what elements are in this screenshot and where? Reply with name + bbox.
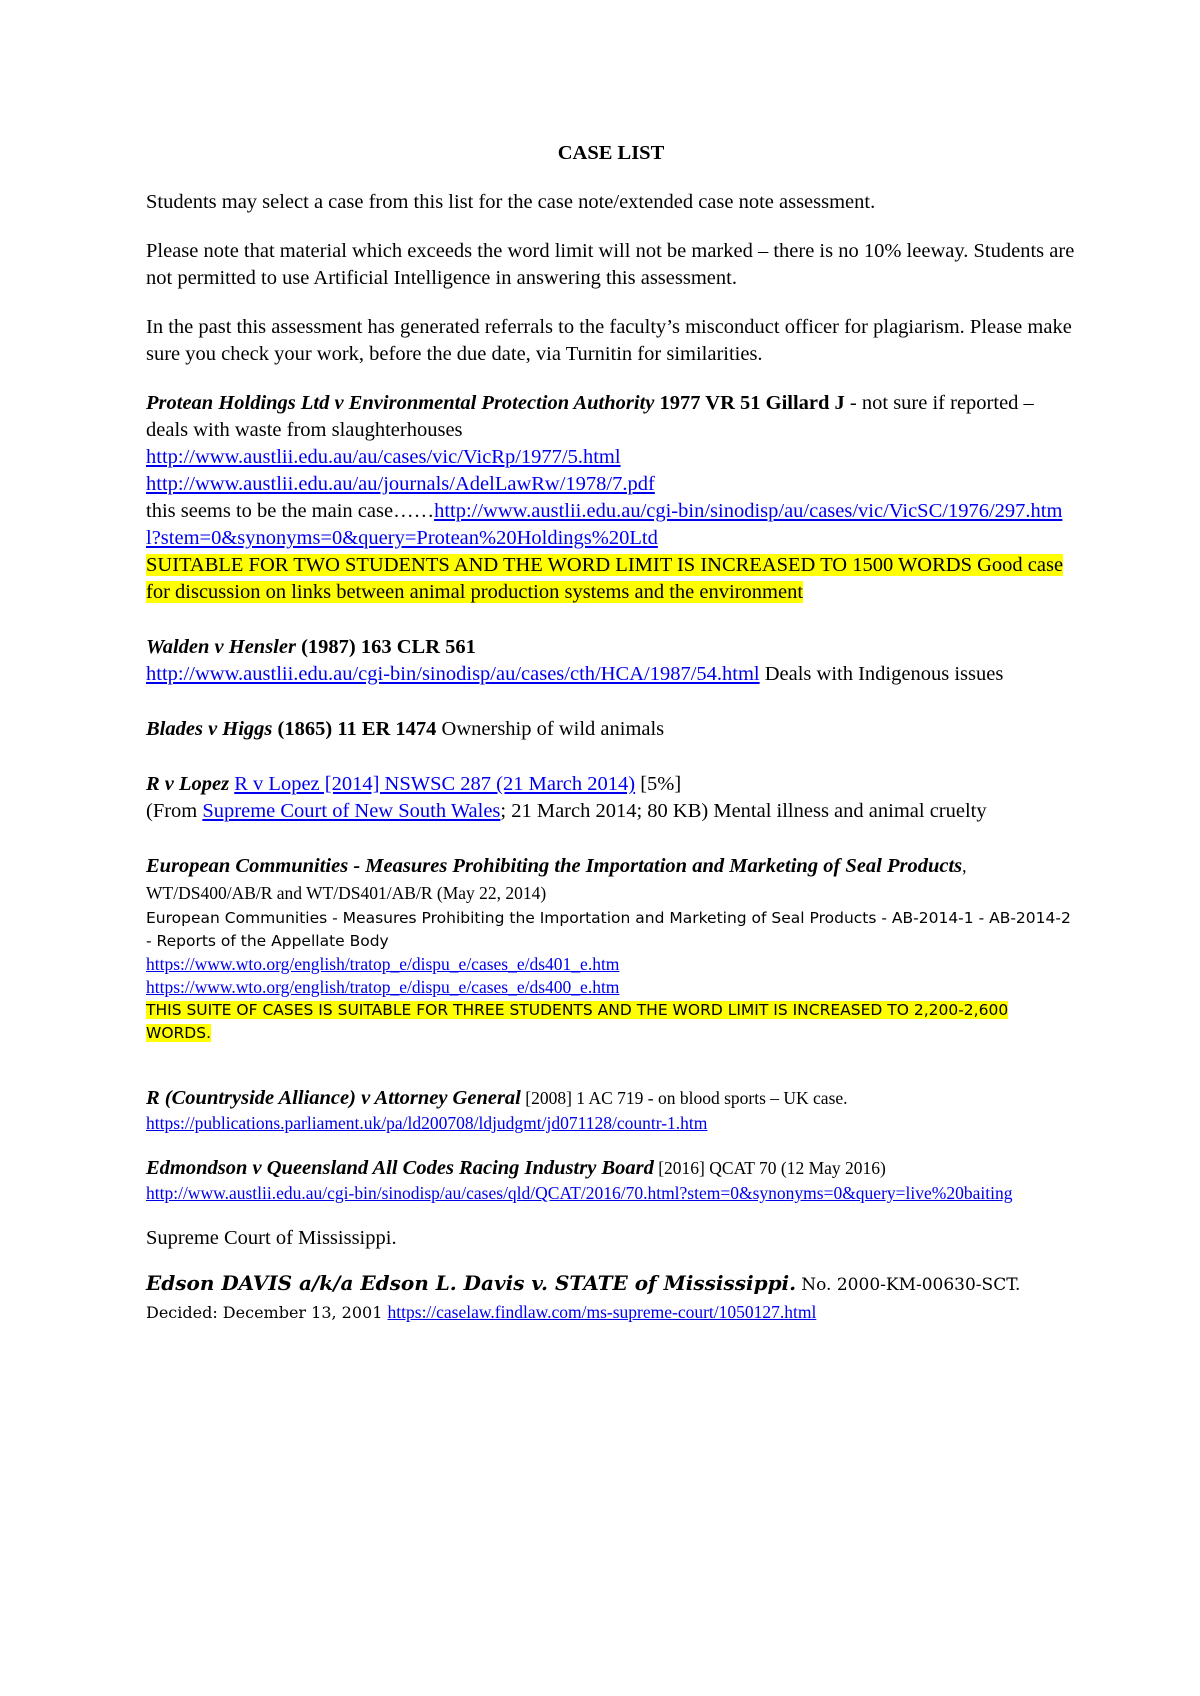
case-citation: [2008] 1 AC 719 - on blood sports – UK case. [520,1088,848,1108]
highlight-text: SUITABLE FOR TWO STUDENTS AND THE WORD LIMIT IS INCREASED TO 1500 WORDS Good case for discussion on links between animal production systems and the environment [146,554,1064,603]
case-heading [146,634,1076,661]
case-link[interactable]: https://www.wto.org/english/tratop_e/dispu_e/cases_e/ds400_e.htm [146,977,620,997]
highlight-text: THIS SUITE OF CASES IS SUITABLE FOR THREE STUDENTS AND THE WORD LIMIT IS INCREASED TO 2,200-2,600 WORDS. [146,1001,1009,1042]
case-name: R (Countryside Alliance) v Attorney General [146,1087,521,1109]
highlight-note [146,552,1076,606]
case-protean [146,390,1076,606]
case-number: No. 2000-KM-00630-SCT. [801,1275,1021,1295]
main-case-text: this seems to be the main case…… [146,500,435,522]
case-davis [146,1270,1076,1326]
case-name: Blades v Higgs [146,718,273,740]
document-content [146,140,1076,1354]
case-name: Edson DAVIS a/k/a Edson L. Davis v. STATE of Mississippi. [146,1271,797,1295]
plagiarism-paragraph: In the past this assessment has generated referrals to the faculty’s misconduct officer for plagiarism. Please make sure you check your work, before the due date, via Turnitin for similarities. [146,316,1072,365]
intro-paragraph: Students may select a case from this list for the case note/extended case note assessment. [146,191,876,213]
case-name: R v Lopez [146,773,230,795]
case-name: Walden v Hensler [146,636,296,658]
case-description: European Communities - Measures Prohibiting the Importation and Marketing of Seal Products - AB-2014-1 - AB-2014-2 - Reports of the Appellate Body [146,909,1071,950]
case-citation: [2016] QCAT 70 (12 May 2016) [653,1158,886,1178]
case-edmondson [146,1155,1076,1205]
case-name: Edmondson v Queensland All Codes Racing Industry Board [146,1157,654,1179]
case-countryside [146,1085,1076,1135]
case-heading [146,390,1076,444]
case-link[interactable]: https://caselaw.findlaw.com/ms-supreme-court/1050127.html [387,1302,817,1322]
case-name: Protean Holdings Ltd v Environmental Protection Authority [146,392,655,414]
case-walden [146,634,1076,688]
case-name: European Communities - Measures Prohibiting the Importation and Marketing of Seal Products [146,855,963,877]
main-case-line [146,498,1076,552]
case-link[interactable]: http://www.austlii.edu.au/au/cases/vic/VicRp/1977/5.html [146,446,621,468]
page-title: CASE LIST [557,142,665,164]
source-suffix: ; 21 March 2014; 80 KB) Mental illness and animal cruelty [500,800,987,822]
word-limit-paragraph: Please note that material which exceeds the word limit will not be marked – there is no 10% leeway. Students are not permitted to use Artificial Intelligence in answering this assessment. [146,240,1075,289]
case-note: Ownership of wild animals [436,718,665,740]
case-link[interactable]: https://publications.parliament.uk/pa/ld200708/ldjudgmt/jd071128/countr-1.htm [146,1113,708,1133]
case-citation: 1977 VR 51 Gillard J [659,392,845,414]
case-note: - not sure if reported – deals with waste from slaughterhouses [146,392,1034,441]
case-blades [146,716,1076,743]
case-link[interactable]: http://www.austlii.edu.au/cgi-bin/sinodisp/au/cases/cth/HCA/1987/54.html [146,663,760,685]
case-codes: , WT/DS400/AB/R and WT/DS401/AB/R (May 22, 2014) [146,856,967,903]
case-link[interactable]: http://www.austlii.edu.au/cgi-bin/sinodisp/au/cases/vic/VicSC/1976/297.html?stem=0&synonyms=0&query=Protean%20Holdings%20Ltd [146,500,1063,549]
case-citation: (1987) 163 CLR 561 [301,636,476,658]
case-percentage: [5%] [635,773,682,795]
case-link[interactable]: http://www.austlii.edu.au/cgi-bin/sinodisp/au/cases/qld/QCAT/2016/70.html?stem=0&synonyms=0&query=live%20baiting [146,1183,1013,1203]
case-citation: (1865) 11 ER 1474 [277,718,437,740]
case-note: Deals with Indigenous issues [759,663,1004,685]
court-name: Supreme Court of Mississippi. [146,1227,397,1249]
case-link[interactable]: http://www.austlii.edu.au/au/journals/AdelLawRw/1978/7.pdf [146,473,655,495]
court-link[interactable]: Supreme Court of New South Wales [202,800,501,822]
case-seal-products [146,853,1076,1045]
case-link[interactable]: R v Lopez [2014] NSWSC 287 (21 March 2014) [234,773,636,795]
source-prefix: (From [146,800,203,822]
highlight-note [146,999,1076,1045]
decided-date: Decided: December 13, 2001 [146,1303,383,1322]
case-link[interactable]: https://www.wto.org/english/tratop_e/dispu_e/cases_e/ds401_e.htm [146,954,620,974]
case-lopez [146,771,1076,825]
